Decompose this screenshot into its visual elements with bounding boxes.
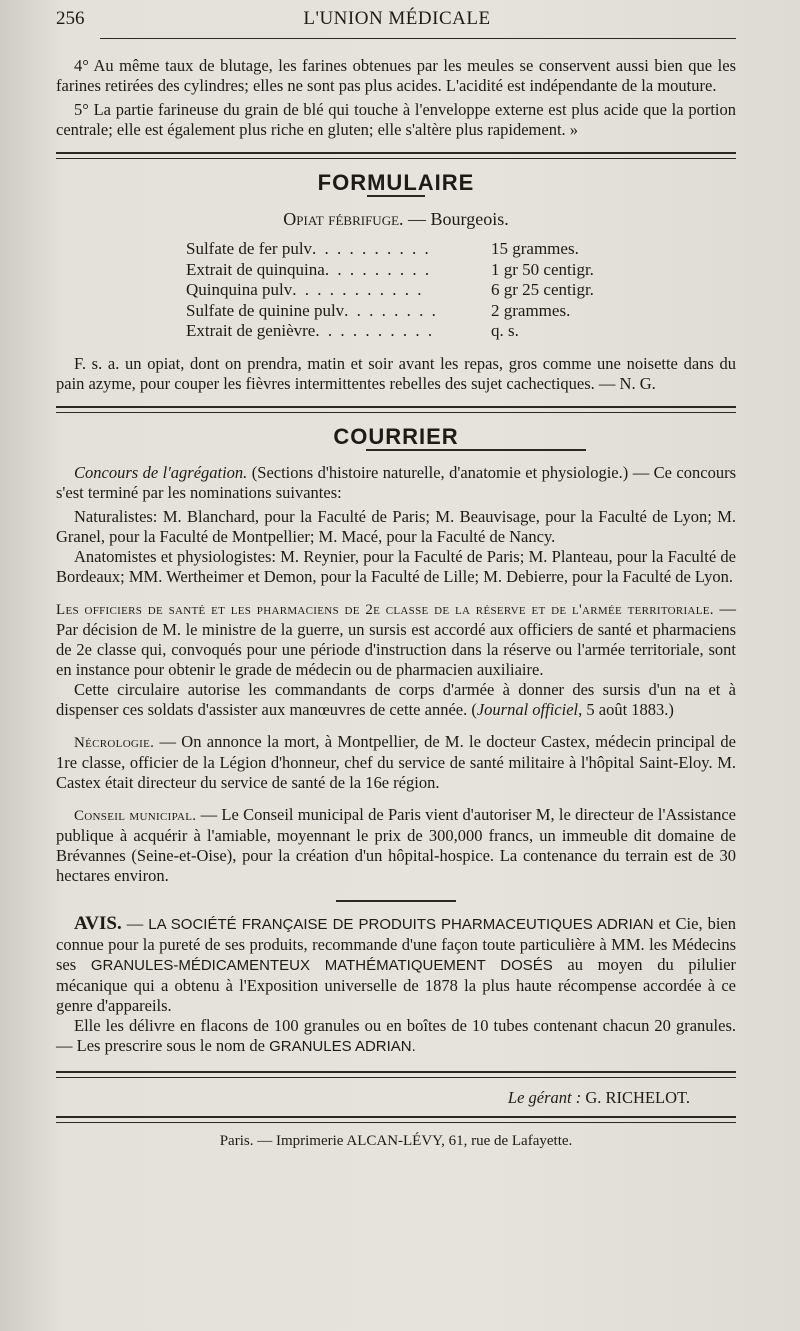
avis-company-suffix: et Cie,: [653, 913, 703, 933]
ingredient-quantity: 15 grammes.: [491, 239, 579, 258]
section-divider: [56, 152, 736, 159]
signature-name: G. RICHELOT.: [581, 1087, 690, 1107]
officiers-text: — Par décision de M. le ministre de la guerre, un sursis est accordé aux officiers de santé et pharmaciens de 2e classe qui, convoqués pour une période d'instruction dans la réserve ou l'armée territoriale, sont en instance pour obtenir le grade de médecin ou de pharmacien auxiliaire.: [56, 598, 736, 679]
avis-product: GRANULES-MÉDICAMENTEUX MATHÉMATIQUEMENT DOSÉS: [90, 956, 553, 974]
ingredient-quantity: 2 grammes.: [491, 300, 571, 320]
ingredient-name: Sulfate de fer pulv: [186, 239, 313, 258]
naturalistes-paragraph: Naturalistes: M. Blanchard, pour la Faculté de Paris; M. Beauvisage, pour la Faculté de Lyon; M. Granel, pour la Faculté de Montpellier; M. Macé, pour la Faculté de Nancy.: [56, 506, 736, 546]
concours-label: Concours de l'agrégation.: [74, 462, 248, 482]
section-divider: [56, 406, 736, 413]
printer-imprint: Paris. — Imprimerie ALCAN-LÉVY, 61, rue de Lafayette.: [219, 1132, 573, 1149]
circulaire-source: Journal officiel,: [476, 699, 583, 719]
page-number: 256: [56, 8, 85, 29]
recipe-instructions: F. s. a. un opiat, dont on prendra, matin et soir avant les repas, gros comme une noisette dans du pain azyme, pour couper les fièvres intermittentes rebelles des sujet cachectiques. — N. G.: [56, 353, 736, 393]
recipe-name: Opiat fébrifuge.: [283, 209, 404, 229]
page-content: [56, 56, 736, 1151]
leader-dots: . . . . . . . .: [344, 300, 438, 320]
ingredient-row: [186, 260, 736, 281]
avis-paragraph: AVIS. — LA SOCIÉTÉ FRANÇAISE DE PRODUITS PHARMACEUTIQUES ADRIAN et Cie, bien connue pour la pureté de ses produits, recommande d'une façon toute particulière à MM. les Médecins ses GRANULES-MÉDICAMENTEUX MATHÉMATIQUEMENT DOSÉS au moyen du pilulier mécanique qui a obtenu à l'Exposition universelle de 1878 la plus haute récompense accordée à ce genre d'appareils.: [56, 912, 737, 1015]
intro-paragraph-4: 4° Au même taux de blutage, les farines obtenues par les meules se conservent aussi bien que les farines retirées des cylindres; elles ne sont pas plus acides. L'acidité est indépendante de la mouture.: [56, 56, 736, 95]
ingredient-row: [186, 321, 736, 342]
leader-dots: . . . . . . . . .: [324, 259, 432, 279]
avis-text-3: Elle les délivre en flacons de 100 granules ou en boîtes de 10 tubes contenant chacun 20 granules. — Les prescrire sous le nom de: [56, 1015, 736, 1055]
formulaire-title: FORMULAIRE: [317, 170, 475, 195]
conseil-paragraph: [56, 805, 736, 886]
ingredient-name: Extrait de genièvre: [186, 321, 316, 340]
necrologie-text: — On annonce la mort, à Montpellier, de M. le docteur Castex, médecin principal de 1re classe, officier de la Légion d'honneur, chef du service de santé militaire à l'hôpital Saint-Eloy. M. Castex était directeur du service de santé de la 16e région.: [56, 731, 736, 792]
ingredient-name: Quinquina pulv: [186, 280, 293, 299]
header-rule: [100, 38, 736, 39]
conseil-label: Conseil municipal.: [74, 807, 197, 824]
leader-dots: . . . . . . . . . . .: [292, 280, 424, 299]
concours-text: (Sections d'histoire naturelle, d'anatomie et physiologie.) — Ce concours s'est terminé par les nominations suivantes:: [56, 462, 736, 502]
avis-divider: [336, 900, 456, 902]
recipe-author: Bourgeois.: [430, 209, 509, 229]
printer-divider: [56, 1116, 736, 1123]
leader-dots: . . . . . . . . . .: [312, 239, 431, 258]
running-head: [56, 6, 738, 32]
courrier-title: COURRIER: [333, 423, 459, 449]
journal-title: L'UNION MÉDICALE: [303, 8, 491, 29]
officiers-label: Les officiers de santé et les pharmaciens de 2e classe de la réserve et de l'armée territoriale.: [56, 601, 714, 618]
ingredient-quantity: q. s.: [491, 321, 519, 340]
necrologie-label: Nécrologie.: [74, 734, 155, 751]
ingredient-name: Sulfate de quinine pulv: [186, 300, 345, 320]
avis-text-2: au moyen du pilulier mécanique qui a obtenu à l'Exposition universelle de 1878 la plus haute récompense accordée à ce genre d'appareils.: [56, 954, 737, 1015]
intro-paragraph-5: 5° La partie farineuse du grain de blé qui touche à l'enveloppe externe est plus acide que la portion centrale; elle est également plus riche en gluten; elle s'altère plus rapidement. »: [56, 100, 736, 139]
necrologie-paragraph: [56, 732, 736, 793]
avis-brand: GRANULES ADRIAN.: [269, 1037, 416, 1055]
ingredient-name: Extrait de quinquina: [186, 259, 325, 279]
ingredient-row: [186, 301, 736, 322]
ingredient-quantity: 1 gr 50 centigr.: [491, 259, 594, 279]
concours-paragraph: [56, 463, 736, 503]
recipe-title: [56, 209, 736, 229]
anatomistes-paragraph: Anatomistes et physiologistes: M. Reynier, pour la Faculté de Paris; M. Planteau, pour la Faculté de Bordeaux; MM. Wertheimer et Demon, pour la Faculté de Lille; M. Debierre, pour la Faculté de Lyon.: [56, 546, 736, 586]
leader-dots: . . . . . . . . . .: [315, 321, 435, 340]
ingredient-row: [186, 280, 736, 301]
courrier-title-underline: [366, 449, 586, 451]
avis-company: LA SOCIÉTÉ FRANÇAISE DE PRODUITS PHARMACEUTIQUES ADRIAN: [148, 915, 654, 933]
footer-divider: [56, 1071, 736, 1078]
circulaire-paragraph: [56, 680, 736, 720]
signature: [56, 1088, 736, 1108]
ingredient-row: [186, 239, 736, 260]
formulaire-title-underline: [367, 195, 425, 197]
conseil-text: — Le Conseil municipal de Paris vient d'autoriser M, le directeur de l'Assistance publique à acquérir à l'amiable, moyennant le prix de 300,000 francs, un immeuble dit domaine de Brévannes (Seine-et-Oise), pour la création d'un hôpital-hospice. La contenance du terrain est de 30 hectares environ.: [56, 804, 736, 885]
signature-label: Le gérant :: [507, 1087, 582, 1107]
circulaire-text: Cette circulaire autorise les commandants de corps d'armée à donner des sursis d'un na et à dispenser ces soldats d'assister aux manœuvres de cette année. (: [56, 679, 736, 719]
circulaire-date: 5 août 1883.): [582, 699, 674, 719]
recipe-separator: —: [403, 209, 431, 229]
ingredient-quantity: 6 gr 25 centigr.: [491, 280, 594, 299]
recipe-ingredients: [186, 239, 736, 342]
avis-label: AVIS.: [74, 912, 122, 934]
avis-text-1: bien connue pour la pureté de ses produits, recommande d'une façon toute particulière à MM. les Médecins ses: [56, 913, 736, 974]
officiers-paragraph: [56, 599, 736, 680]
avis-paragraph-2: [56, 1016, 736, 1057]
